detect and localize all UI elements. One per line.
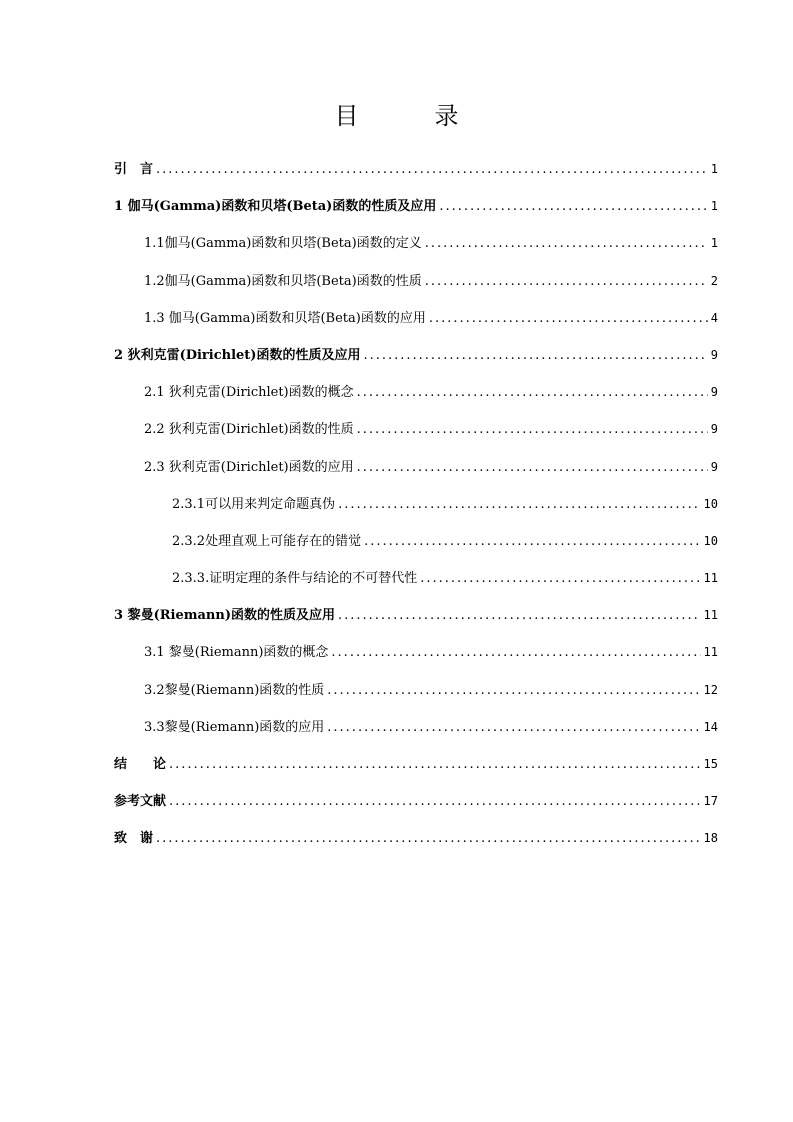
dot-leader	[425, 263, 708, 300]
toc-entry-page: 17	[703, 794, 718, 809]
toc-entry-label: 2.3.1可以用来判定命题真伪	[172, 496, 336, 512]
toc-entry-page: 2	[710, 273, 718, 288]
dot-leader	[156, 820, 701, 857]
toc-entry-section-1-2[interactable]	[114, 263, 718, 300]
toc-entry-label: 2.3.2处理直观上可能存在的错觉	[172, 533, 362, 549]
dot-leader	[338, 597, 701, 634]
dot-leader	[357, 449, 708, 486]
dot-leader	[156, 151, 708, 188]
toc-entry-label: 2.3 狄利克雷(Dirichlet)函数的应用	[144, 459, 354, 475]
toc-entry-introduction[interactable]	[114, 151, 718, 188]
toc-entry-label: 1.1伽马(Gamma)函数和贝塔(Beta)函数的定义	[144, 236, 422, 252]
dot-leader	[439, 188, 707, 225]
toc-entry-chapter-3[interactable]	[114, 597, 718, 634]
toc-entry-label: 结 论	[114, 757, 167, 772]
toc-entry-page: 9	[710, 347, 718, 362]
toc-entry-label: 引 言	[114, 162, 154, 177]
dot-leader	[420, 560, 700, 597]
toc-entry-section-2-1[interactable]	[114, 374, 718, 411]
dot-leader	[327, 709, 700, 746]
toc-entry-page: 11	[703, 571, 718, 586]
dot-leader	[425, 225, 708, 262]
toc-entry-section-2-3-3[interactable]	[114, 560, 718, 597]
toc-entry-page: 15	[703, 757, 718, 771]
toc-entry-page: 10	[703, 533, 718, 548]
toc-entry-chapter-2[interactable]	[114, 337, 718, 374]
toc-entry-label: 3.3黎曼(Riemann)函数的应用	[144, 719, 325, 735]
toc-entry-page: 11	[703, 608, 718, 623]
dot-leader	[429, 300, 708, 337]
toc-entry-label: 2.1 狄利克雷(Dirichlet)函数的概念	[144, 385, 354, 401]
dot-leader	[331, 634, 700, 671]
dot-leader	[357, 374, 708, 411]
toc-entry-page: 9	[710, 422, 718, 437]
toc-entry-page: 10	[703, 496, 718, 511]
toc-entry-section-2-3-2[interactable]	[114, 523, 718, 560]
toc-entry-label: 2 狄利克雷(Dirichlet)函数的性质及应用	[114, 347, 361, 363]
dot-leader	[338, 486, 700, 523]
toc-entry-conclusion[interactable]	[114, 746, 718, 783]
toc-entry-page: 1	[710, 162, 718, 176]
dot-leader	[327, 672, 700, 709]
toc-entry-page: 11	[703, 645, 718, 660]
toc-entry-label: 1 伽马(Gamma)函数和贝塔(Beta)函数的性质及应用	[114, 199, 437, 215]
toc-entry-label: 3 黎曼(Riemann)函数的性质及应用	[114, 608, 335, 624]
toc-entry-section-2-2[interactable]	[114, 411, 718, 448]
toc-entry-page: 12	[703, 682, 718, 697]
toc-entry-label: 1.2伽马(Gamma)函数和贝塔(Beta)函数的性质	[144, 273, 422, 289]
toc-entry-chapter-1[interactable]	[114, 188, 718, 225]
dot-leader	[169, 783, 701, 820]
toc-entry-page: 9	[710, 385, 718, 400]
toc-entry-label: 3.2黎曼(Riemann)函数的性质	[144, 682, 325, 698]
toc-entry-label: 致 谢	[114, 831, 154, 847]
toc-list	[114, 151, 718, 858]
toc-entry-section-1-3[interactable]	[114, 300, 718, 337]
toc-entry-label: 2.2 狄利克雷(Dirichlet)函数的性质	[144, 422, 354, 438]
toc-entry-section-3-2[interactable]	[114, 672, 718, 709]
toc-entry-references[interactable]	[114, 783, 718, 820]
dot-leader	[364, 523, 700, 560]
toc-entry-label: 参考文献	[114, 794, 167, 810]
toc-entry-label: 2.3.3.证明定理的条件与结论的不可替代性	[172, 571, 418, 587]
dot-leader	[169, 746, 701, 783]
toc-entry-page: 4	[710, 310, 718, 325]
toc-title: 目 录	[334, 102, 485, 130]
toc-entry-section-2-3[interactable]	[114, 449, 718, 486]
dot-leader	[357, 411, 708, 448]
dot-leader	[363, 337, 707, 374]
toc-entry-label: 1.3 伽马(Gamma)函数和贝塔(Beta)函数的应用	[144, 310, 426, 326]
toc-entry-section-3-1[interactable]	[114, 634, 718, 671]
toc-entry-label: 3.1 黎曼(Riemann)函数的概念	[144, 645, 329, 661]
toc-entry-page: 14	[703, 719, 718, 734]
toc-entry-acknowledgements[interactable]	[114, 820, 718, 857]
toc-entry-page: 1	[710, 236, 718, 251]
toc-entry-page: 1	[710, 199, 718, 214]
toc-entry-section-1-1[interactable]	[114, 225, 718, 262]
toc-entry-section-3-3[interactable]	[114, 709, 718, 746]
toc-entry-page: 18	[703, 831, 718, 846]
toc-entry-section-2-3-1[interactable]	[114, 486, 718, 523]
toc-entry-page: 9	[710, 459, 718, 474]
